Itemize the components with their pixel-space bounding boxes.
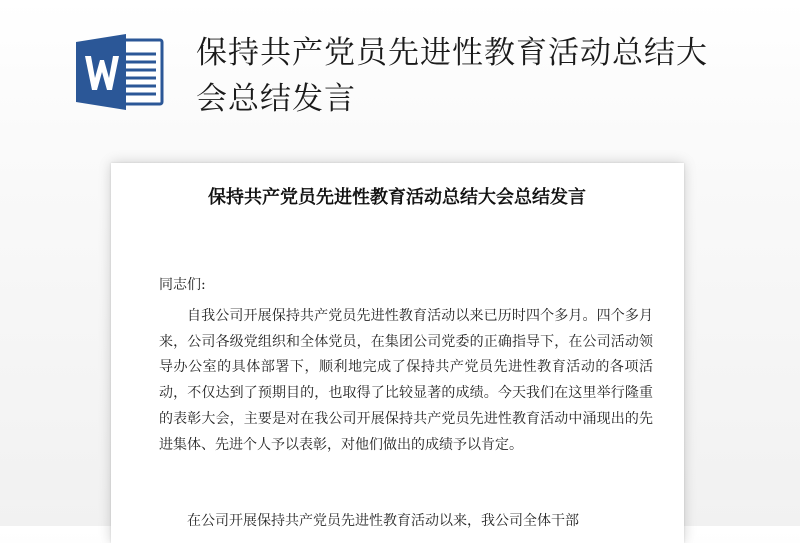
body-paragraph: 自我公司开展保持共产党员先进性教育活动以来已历时四个多月。四个多月来，公司各级党组织和全体党员，在集团公司党委的正确指导下，在公司活动领导办公室的具体部署下，顺利地完成了保持共产党员先进性教育活动的各项活动，不仅达到了预期目的，也取得了比较显著的成绩。今天我们在这里举行隆重的表彰大会，主要是对在我公司开展保持共产党员先进性教育活动中涌现出的先进集体、先进个人予以表彰，对他们做出的成绩予以肯定。 [159, 308, 653, 453]
preview-header [0, 0, 800, 150]
word-document-icon [76, 32, 164, 112]
document-title: 保持共产党员先进性教育活动总结大会总结发言 [208, 187, 586, 208]
document-page [111, 163, 684, 543]
preview-title: 保持共产党员先进性教育活动总结大会总结发言 [196, 35, 708, 117]
body-paragraph: 在公司开展保持共产党员先进性教育活动以来，我公司全体干部 [187, 513, 579, 529]
salutation: 同志们: [159, 277, 206, 293]
